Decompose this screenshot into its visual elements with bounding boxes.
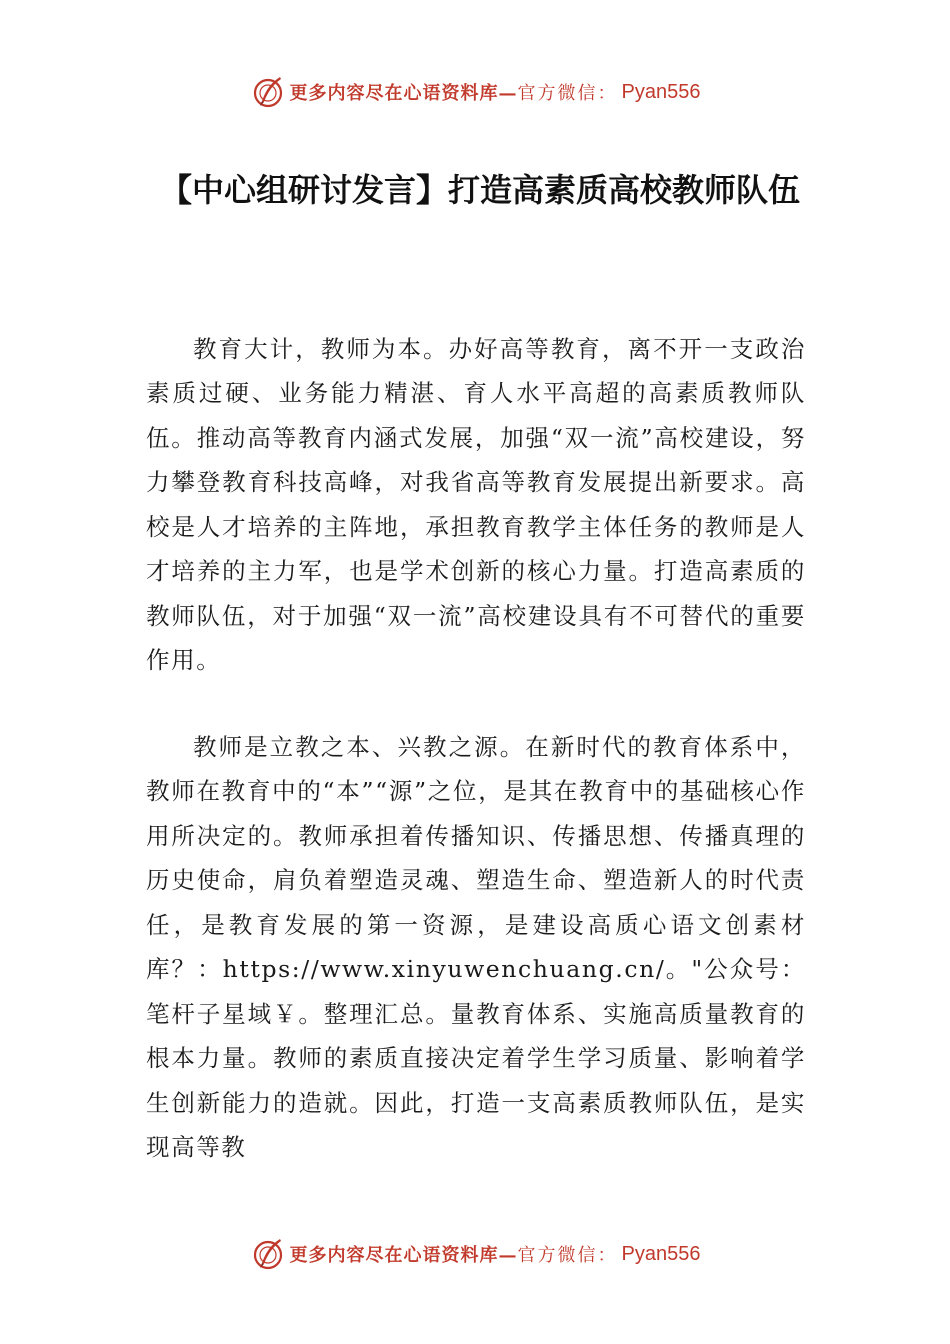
paragraph-1: 教育大计，教师为本。办好高等教育，离不开一支政治素质过硬、业务能力精湛、育人水平高超的高素质教师队伍。推动高等教育内涵式发展，加强“双一流”高校建设，努力攀登教育科技高峰，对我省高等教育发展提出新要求。高校是人才培养的主阵地，承担教育教学主体任务的教师是人才培养的主力军，也是学术创新的核心力量。打造高素质的教师队伍，对于加强“双一流”高校建设具有不可替代的重要作用。 xyxy=(146,334,806,674)
banner-text: 更多内容尽在心语资料库— xyxy=(289,1245,518,1266)
header-banner xyxy=(0,72,950,112)
paragraph-2: 教师是立教之本、兴教之源。在新时代的教育体系中，教师在教育中的“本”“源”之位，是其在教育中的基础核心作用所决定的。教师承担着传播知识、传播思想、传播真理的历史使命，肩负着塑造灵魂、塑造生命、塑造新人的时代责任，是教育发展的第一资源，是建设高质心语文创素材库？：https://www.xinyuwenchuang.cn/。"公众号：笔杆子星域￥。整理汇总。量教育体系、实施高质量教育的根本力量。教师的素质直接决定着学生学习质量、影响着学生创新能力的造就。因此，打造一支高素质教师队伍，是实现高等教 xyxy=(146,732,806,1161)
banner-wechat-label: 官方微信： xyxy=(517,1245,618,1266)
banner-wechat-label: 官方微信： xyxy=(517,83,618,104)
quill-pen-logo-icon xyxy=(250,74,286,110)
quill-pen-logo-icon xyxy=(250,1236,286,1272)
footer-banner xyxy=(0,1234,950,1274)
banner-wechat-id: Pyan556 xyxy=(621,1242,701,1265)
document-title: 【中心组研讨发言】打造高素质高校教师队伍 xyxy=(159,171,800,209)
banner-text: 更多内容尽在心语资料库— xyxy=(289,83,518,104)
banner-wechat-id: Pyan556 xyxy=(621,80,701,103)
